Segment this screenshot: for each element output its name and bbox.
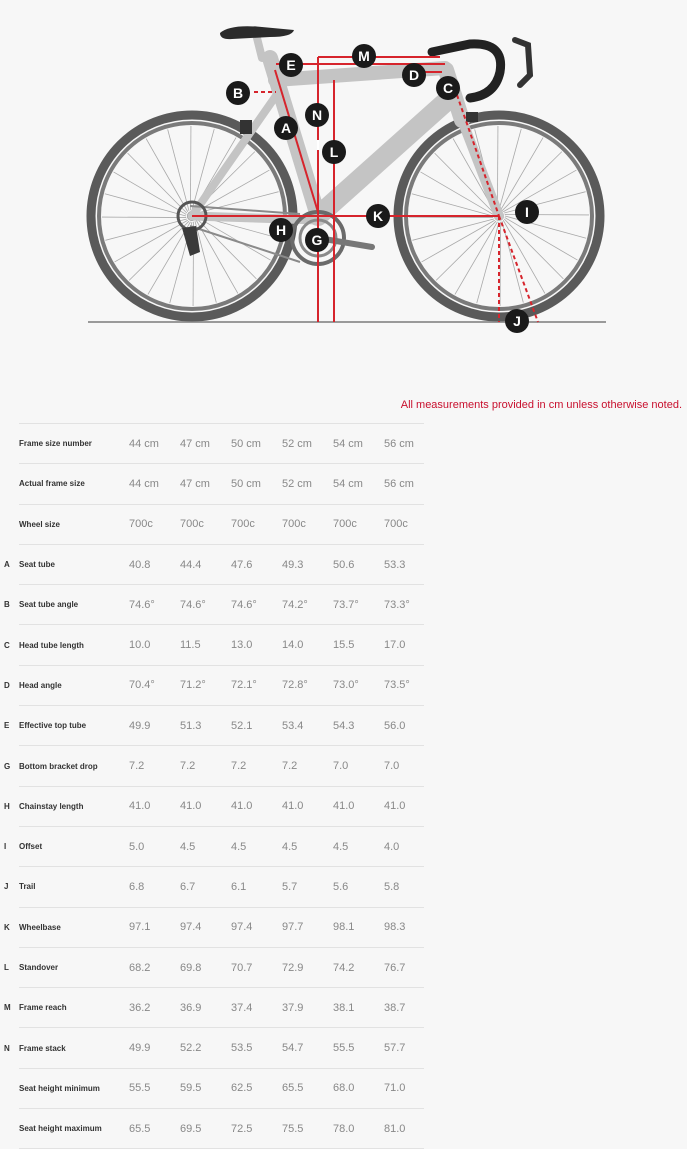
row-value: 57.7 [384, 1028, 424, 1068]
row-letter: J [0, 867, 19, 907]
row-letter: A [0, 544, 19, 584]
row-value: 55.5 [129, 1068, 180, 1108]
row-value: 54 cm [333, 424, 384, 464]
table-row [0, 1068, 424, 1108]
row-value: 4.5 [180, 826, 231, 866]
row-letter [0, 1068, 19, 1108]
row-value: 71.2° [180, 665, 231, 705]
row-value: 41.0 [282, 786, 333, 826]
row-value: 72.1° [231, 665, 282, 705]
row-value: 71.0 [384, 1068, 424, 1108]
row-value: 49.9 [129, 706, 180, 746]
table-row [0, 988, 424, 1028]
row-value: 74.6° [129, 585, 180, 625]
row-value: 54.3 [333, 706, 384, 746]
row-value: 68.0 [333, 1068, 384, 1108]
row-value: 700c [282, 504, 333, 544]
row-value: 65.5 [282, 1068, 333, 1108]
row-letter [0, 1109, 19, 1149]
row-value: 7.2 [282, 746, 333, 786]
row-label: Frame size number [19, 424, 129, 464]
table-row [0, 826, 424, 866]
row-label: Wheelbase [19, 907, 129, 947]
row-value: 52.2 [180, 1028, 231, 1068]
row-value: 41.0 [129, 786, 180, 826]
row-value: 69.5 [180, 1109, 231, 1149]
row-letter: K [0, 907, 19, 947]
row-label: Effective top tube [19, 706, 129, 746]
row-letter [0, 464, 19, 504]
row-value: 13.0 [231, 625, 282, 665]
table-row [0, 867, 424, 907]
label-badge-text: G [312, 232, 323, 248]
row-label: Actual frame size [19, 464, 129, 504]
row-value: 7.2 [231, 746, 282, 786]
row-value: 56.0 [384, 706, 424, 746]
row-value: 50 cm [231, 424, 282, 464]
row-value: 81.0 [384, 1109, 424, 1149]
row-value: 75.5 [282, 1109, 333, 1149]
row-value: 37.4 [231, 988, 282, 1028]
row-value: 52.1 [231, 706, 282, 746]
row-value: 41.0 [333, 786, 384, 826]
row-label: Frame stack [19, 1028, 129, 1068]
row-value: 6.8 [129, 867, 180, 907]
row-value: 7.2 [180, 746, 231, 786]
row-value: 15.5 [333, 625, 384, 665]
row-value: 37.9 [282, 988, 333, 1028]
table-row [0, 424, 424, 464]
row-value: 11.5 [180, 625, 231, 665]
row-value: 41.0 [231, 786, 282, 826]
row-value: 41.0 [384, 786, 424, 826]
row-value: 62.5 [231, 1068, 282, 1108]
measurements-note: All measurements provided in cm unless otherwise noted. [401, 399, 682, 411]
row-value: 54 cm [333, 464, 384, 504]
row-value: 78.0 [333, 1109, 384, 1149]
row-value: 55.5 [333, 1028, 384, 1068]
row-value: 36.2 [129, 988, 180, 1028]
row-letter [0, 504, 19, 544]
table-row [0, 1028, 424, 1068]
row-value: 59.5 [180, 1068, 231, 1108]
row-value: 65.5 [129, 1109, 180, 1149]
row-value: 5.6 [333, 867, 384, 907]
row-value: 73.3° [384, 585, 424, 625]
row-value: 47.6 [231, 544, 282, 584]
row-value: 49.9 [129, 1028, 180, 1068]
row-value: 7.2 [129, 746, 180, 786]
row-value: 50 cm [231, 464, 282, 504]
label-badge-text: N [312, 107, 322, 123]
geometry-table [0, 423, 424, 1149]
row-value: 98.3 [384, 907, 424, 947]
table-row [0, 1109, 424, 1149]
row-letter [0, 424, 19, 464]
row-value: 54.7 [282, 1028, 333, 1068]
row-label: Head tube length [19, 625, 129, 665]
row-value: 4.5 [282, 826, 333, 866]
row-value: 41.0 [180, 786, 231, 826]
label-badge-text: E [286, 57, 295, 73]
row-value: 97.4 [180, 907, 231, 947]
row-value: 44.4 [180, 544, 231, 584]
row-value: 38.1 [333, 988, 384, 1028]
row-value: 50.6 [333, 544, 384, 584]
row-value: 49.3 [282, 544, 333, 584]
row-value: 52 cm [282, 464, 333, 504]
row-label: Bottom bracket drop [19, 746, 129, 786]
row-value: 74.2 [333, 947, 384, 987]
row-letter: D [0, 665, 19, 705]
row-value: 53.3 [384, 544, 424, 584]
row-letter: I [0, 826, 19, 866]
row-value: 38.7 [384, 988, 424, 1028]
row-label: Chainstay length [19, 786, 129, 826]
label-badge-text: C [443, 80, 453, 96]
table-row [0, 464, 424, 504]
label-badge-text: M [358, 48, 370, 64]
row-value: 53.4 [282, 706, 333, 746]
row-value: 76.7 [384, 947, 424, 987]
row-letter: E [0, 706, 19, 746]
label-badge-text: H [276, 222, 286, 238]
row-value: 68.2 [129, 947, 180, 987]
table-row [0, 504, 424, 544]
row-value: 70.4° [129, 665, 180, 705]
row-value: 73.7° [333, 585, 384, 625]
row-value: 44 cm [129, 464, 180, 504]
label-badge-text: B [233, 85, 243, 101]
row-value: 7.0 [333, 746, 384, 786]
row-value: 74.2° [282, 585, 333, 625]
row-value: 700c [333, 504, 384, 544]
saddle [220, 26, 294, 39]
row-value: 72.9 [282, 947, 333, 987]
row-value: 74.6° [231, 585, 282, 625]
label-badge-text: K [373, 208, 383, 224]
row-value: 73.0° [333, 665, 384, 705]
row-letter: G [0, 746, 19, 786]
row-letter: L [0, 947, 19, 987]
row-value: 36.9 [180, 988, 231, 1028]
row-value: 10.0 [129, 625, 180, 665]
row-value: 44 cm [129, 424, 180, 464]
row-value: 700c [231, 504, 282, 544]
row-value: 72.8° [282, 665, 333, 705]
row-letter: H [0, 786, 19, 826]
row-value: 700c [180, 504, 231, 544]
row-label: Wheel size [19, 504, 129, 544]
row-value: 4.5 [231, 826, 282, 866]
row-value: 53.5 [231, 1028, 282, 1068]
row-value: 72.5 [231, 1109, 282, 1149]
row-letter: M [0, 988, 19, 1028]
table-row [0, 746, 424, 786]
row-label: Seat tube angle [19, 585, 129, 625]
row-value: 69.8 [180, 947, 231, 987]
rear-brake [240, 120, 252, 134]
row-value: 56 cm [384, 464, 424, 504]
row-label: Seat height maximum [19, 1109, 129, 1149]
row-label: Seat tube [19, 544, 129, 584]
row-value: 97.4 [231, 907, 282, 947]
table-row [0, 625, 424, 665]
row-value: 17.0 [384, 625, 424, 665]
row-value: 97.1 [129, 907, 180, 947]
row-label: Offset [19, 826, 129, 866]
table-row [0, 585, 424, 625]
bike-geometry-diagram [0, 0, 687, 390]
row-label: Head angle [19, 665, 129, 705]
label-badge-text: J [513, 313, 521, 329]
table-row [0, 786, 424, 826]
row-value: 47 cm [180, 424, 231, 464]
label-badge-text: L [330, 144, 339, 160]
row-value: 7.0 [384, 746, 424, 786]
table-row [0, 706, 424, 746]
row-value: 97.7 [282, 907, 333, 947]
row-value: 73.5° [384, 665, 424, 705]
row-value: 98.1 [333, 907, 384, 947]
row-label: Seat height minimum [19, 1068, 129, 1108]
row-value: 74.6° [180, 585, 231, 625]
row-label: Frame reach [19, 988, 129, 1028]
row-value: 700c [129, 504, 180, 544]
row-value: 700c [384, 504, 424, 544]
row-value: 56 cm [384, 424, 424, 464]
row-value: 4.0 [384, 826, 424, 866]
row-value: 6.7 [180, 867, 231, 907]
row-value: 47 cm [180, 464, 231, 504]
row-letter: N [0, 1028, 19, 1068]
row-value: 70.7 [231, 947, 282, 987]
front-brake [466, 112, 478, 122]
row-value: 5.8 [384, 867, 424, 907]
table-row [0, 544, 424, 584]
table-row [0, 947, 424, 987]
row-letter: C [0, 625, 19, 665]
row-value: 40.8 [129, 544, 180, 584]
row-letter: B [0, 585, 19, 625]
row-value: 51.3 [180, 706, 231, 746]
row-value: 52 cm [282, 424, 333, 464]
label-badge-text: I [525, 204, 529, 220]
label-badge-text: D [409, 67, 419, 83]
table-row [0, 907, 424, 947]
row-value: 14.0 [282, 625, 333, 665]
row-label: Standover [19, 947, 129, 987]
table-row [0, 665, 424, 705]
row-label: Trail [19, 867, 129, 907]
label-badge-text: A [281, 120, 291, 136]
row-value: 6.1 [231, 867, 282, 907]
row-value: 5.7 [282, 867, 333, 907]
row-value: 4.5 [333, 826, 384, 866]
row-value: 5.0 [129, 826, 180, 866]
